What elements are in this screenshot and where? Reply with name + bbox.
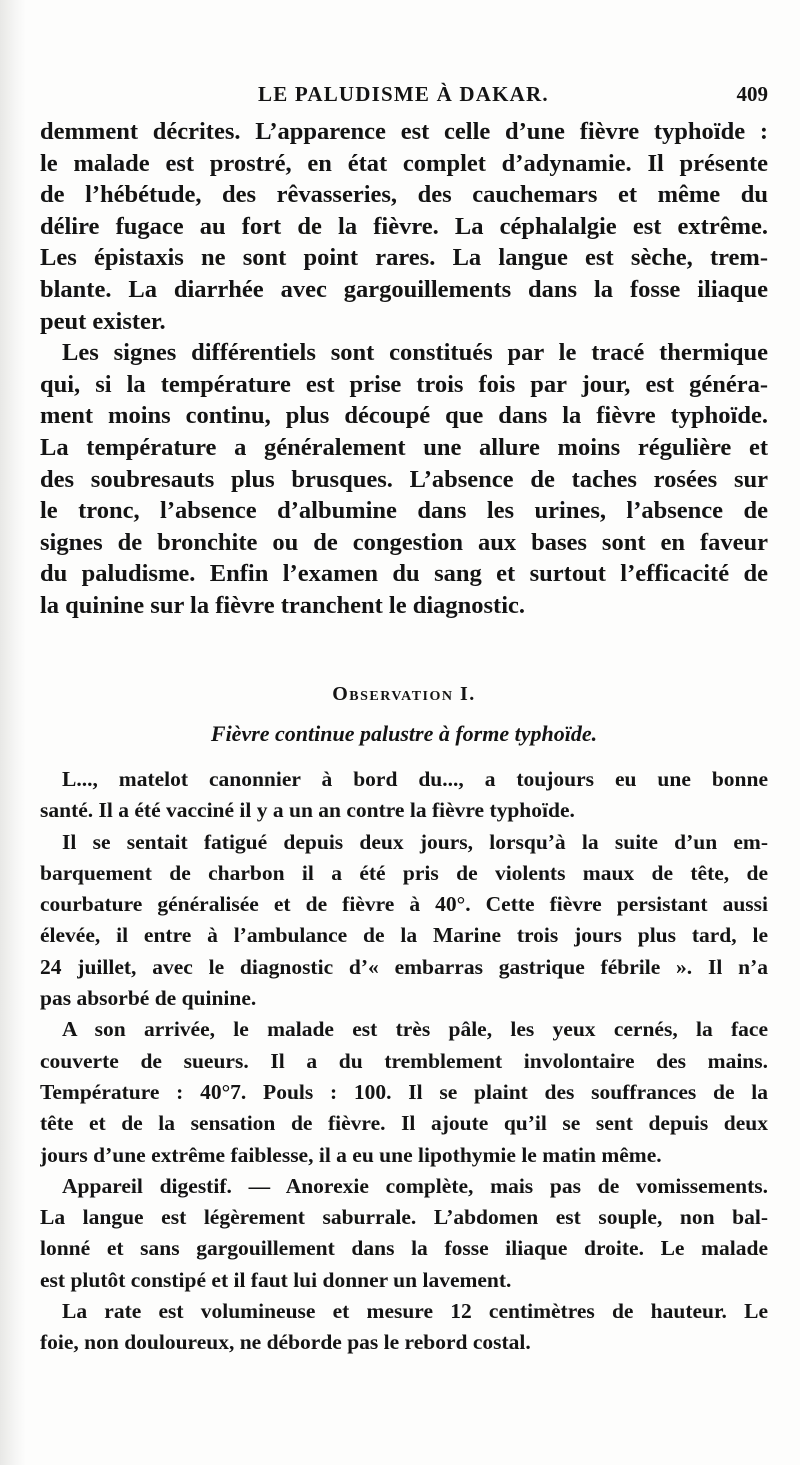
text-line: santé. Il a été vacciné il y a un an contre la fièvre typhoïde. [40,798,575,823]
body-text-section-2 [40,764,768,1359]
text-line: couverte de sueurs. Il a du tremblement involontaire des mains. [40,1048,768,1073]
text-line: Appareil digestif. — Anorexie complète, mais pas de vomissements. [62,1173,768,1198]
text-line: de l’hébétude, des rêvasseries, des cauchemars et même du [40,181,768,209]
text-line: lonné et sans gargouillement dans la fosse iliaque droite. Le malade [40,1236,768,1261]
text-line: La température a généralement une allure moins régulière et [40,433,768,461]
body-text-section-1 [40,116,768,622]
text-line: peut exister. [40,307,166,335]
text-line: du paludisme. Enfin l’examen du sang et surtout l’efficacité de [40,560,768,588]
text-line: le malade est prostré, en état complet d’adynamie. Il présente [40,149,768,177]
text-line: L..., matelot canonnier à bord du..., a toujours eu une bonne [62,767,768,791]
text-line: Les signes différentiels sont constitués par le tracé thermique [62,339,768,367]
observation-subtitle: Fièvre continue palustre à forme typhoïde. [210,721,598,746]
text-line: Les épistaxis ne sont point rares. La langue est sèche, trem- [40,244,768,272]
text-line: La langue est légèrement saburrale. L’abdomen est souple, non bal- [40,1205,768,1230]
text-line: tête et de la sensation de fièvre. Il ajoute qu’il se sent depuis deux [40,1111,768,1136]
observation-heading: Observation I. [332,683,476,705]
text-line: la quinine sur la fièvre tranchent le diagnostic. [40,591,526,619]
running-head [40,82,768,114]
text-line: le tronc, l’absence d’albumine dans les urines, l’absence de [40,497,768,525]
running-title: LE PALUDISME À DAKAR. [258,82,549,106]
scan-edge-shadow [0,0,26,1465]
text-line: foie, non douloureux, ne déborde pas le rebord costal. [40,1330,531,1355]
text-line: des soubresauts plus brusques. L’absence de taches rosées sur [40,465,768,493]
text-line: Il se sentait fatigué depuis deux jours, lorsqu’à la suite d’un em- [62,829,768,854]
text-line: courbature généralisée et de fièvre à 40°. Cette fièvre persistant aussi [40,892,768,917]
text-line: blante. La diarrhée avec gargouillements dans la fosse iliaque [40,275,768,303]
text-line: barquement de charbon il a été pris de violents maux de tête, de [40,860,768,885]
text-line: A son arrivée, le malade est très pâle, les yeux cernés, la face [62,1017,768,1042]
text-line: qui, si la température est prise trois fois par jour, est généra- [40,370,768,398]
text-line: 24 juillet, avec le diagnostic d’« embarras gastrique fébrile ». Il n’a [40,954,768,979]
text-line: délire fugace au fort de la fièvre. La céphalalgie est extrême. [40,212,768,240]
text-line: demment décrites. L’apparence est celle d’une fièvre typhoïde : [40,118,768,145]
text-line: Température : 40°7. Pouls : 100. Il se plaint des souffrances de la [40,1079,768,1104]
text-line: signes de bronchite ou de congestion aux bases sont en faveur [40,528,768,556]
text-line: La rate est volumineuse et mesure 12 centimètres de hauteur. Le [62,1299,768,1324]
text-line: jours d’une extrême faiblesse, il a eu une lipothymie le matin même. [40,1142,662,1167]
text-line: ment moins continu, plus découpé que dans la fièvre typhoïde. [40,402,768,430]
text-line: élevée, il entre à l’ambulance de la Marine trois jours plus tard, le [40,923,768,948]
page-number: 409 [736,82,768,106]
text-line: est plutôt constipé et il faut lui donner un lavement. [40,1267,512,1292]
text-line: pas absorbé de quinine. [40,986,257,1011]
